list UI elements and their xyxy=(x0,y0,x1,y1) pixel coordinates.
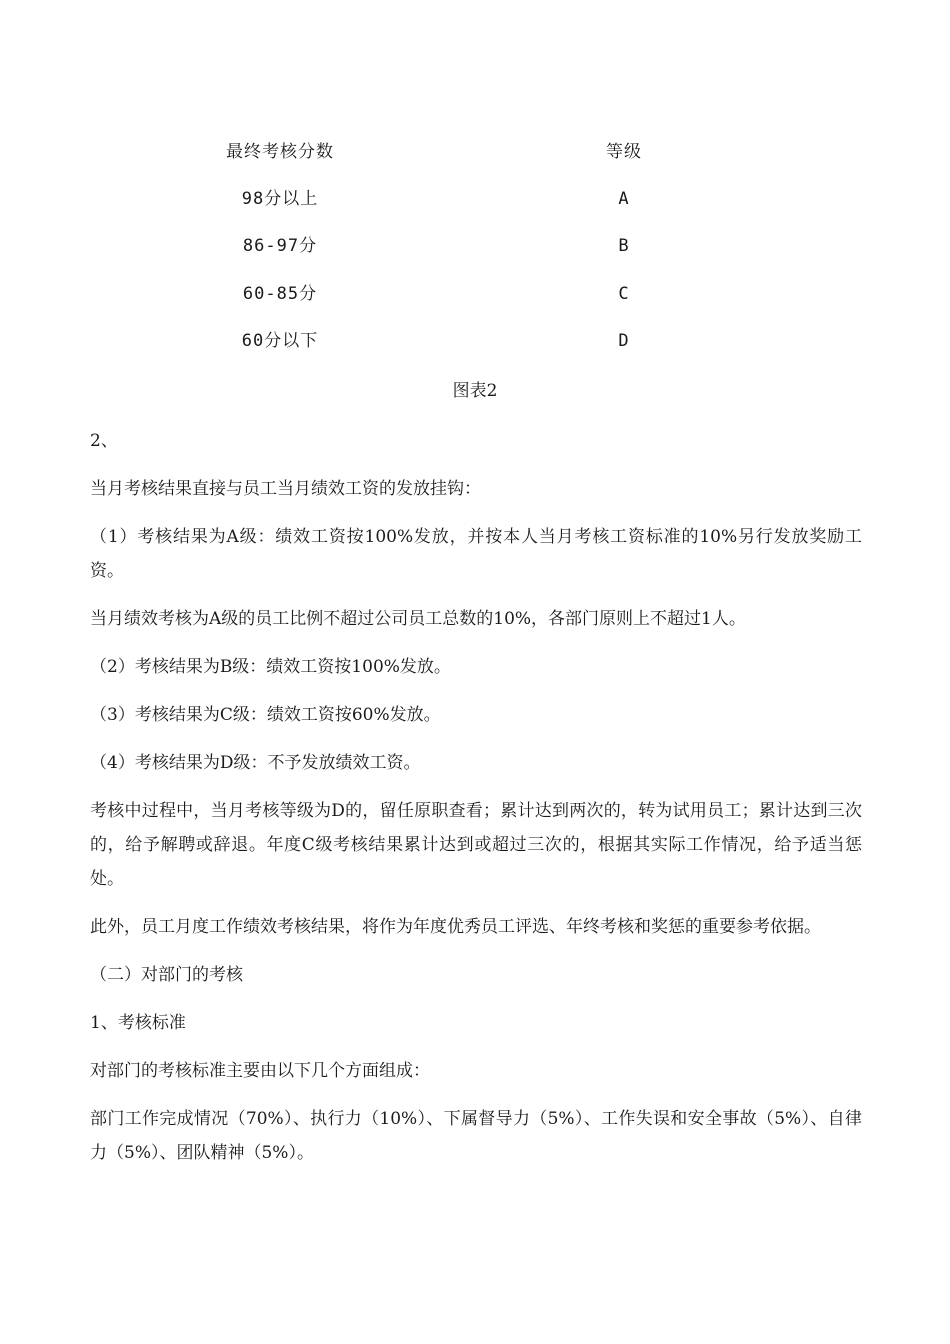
grade-cell: A xyxy=(618,189,630,209)
score-cell: 60-85分 xyxy=(242,284,318,304)
paragraph: 当月绩效考核为A级的员工比例不超过公司员工总数的10%，各部门原则上不超过1人。 xyxy=(90,609,746,629)
grade-cell: C xyxy=(618,284,630,304)
score-cell: 86-97分 xyxy=(242,236,318,256)
paragraph: 此外，员工月度工作绩效考核结果，将作为年度优秀员工评选、年终考核和奖惩的重要参考依据。 xyxy=(90,917,821,937)
paragraph: （2）考核结果为B级：绩效工资按100%发放。 xyxy=(90,657,451,677)
paragraph: （1）考核结果为A级：绩效工资按100%发放，并按本人当月考核工资标准的10%另行发放奖励工资。 xyxy=(90,527,862,581)
subsection-heading: 1、考核标准 xyxy=(90,1013,186,1033)
table-row xyxy=(0,231,950,261)
paragraph: 当月考核结果直接与员工当月绩效工资的发放挂钩： xyxy=(90,479,481,499)
header-score: 最终考核分数 xyxy=(226,142,334,162)
body-text xyxy=(90,424,862,1184)
table-row xyxy=(0,279,950,309)
table-row xyxy=(0,184,950,214)
table-row xyxy=(0,326,950,356)
paragraph: 对部门的考核标准主要由以下几个方面组成： xyxy=(90,1061,430,1081)
score-cell: 60分以下 xyxy=(241,331,319,351)
paragraph: （3）考核结果为C级：绩效工资按60%发放。 xyxy=(90,705,441,725)
paragraph: 考核中过程中，当月考核等级为D的，留任原职查看；累计达到两次的，转为试用员工；累计达到三次的，给予解聘或辞退。年度C级考核结果累计达到或超过三次的，根据其实际工作情况，给予适当惩处。 xyxy=(90,801,862,889)
table-header-row xyxy=(0,137,950,167)
table-caption: 图表2 xyxy=(452,381,498,401)
paragraph: 部门工作完成情况（70%）、执行力（10%）、下属督导力（5%）、工作失误和安全事故（5%）、自律力（5%）、团队精神（5%）。 xyxy=(90,1109,862,1163)
grade-cell: B xyxy=(618,236,630,256)
section-heading: （二）对部门的考核 xyxy=(90,965,243,985)
header-grade: 等级 xyxy=(606,142,642,162)
grade-cell: D xyxy=(618,331,630,351)
paragraph: 2、 xyxy=(90,431,118,451)
score-cell: 98分以上 xyxy=(241,189,319,209)
paragraph: （4）考核结果为D级：不予发放绩效工资。 xyxy=(90,753,421,773)
